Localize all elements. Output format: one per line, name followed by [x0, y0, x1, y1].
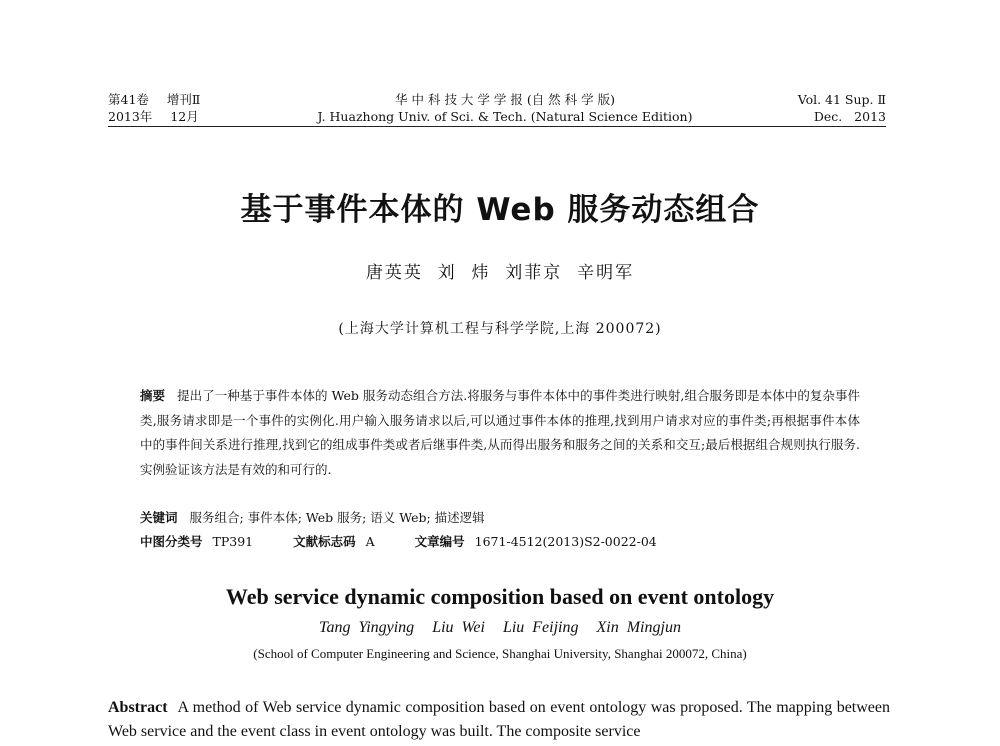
header-date-en: Dec. 2013	[813, 109, 886, 124]
clc-value: TP391	[212, 534, 254, 549]
page-title-en: Web service dynamic composition based on event ontology	[225, 584, 775, 609]
header-rule	[108, 126, 886, 127]
abstract-text-en: A method of Web service dynamic composition based on event ontology was proposed. The mapping between Web service and the event class in event ontology was built. The composite service	[108, 699, 890, 740]
abstract-en	[108, 696, 890, 744]
classification-row	[140, 530, 693, 554]
author-en: Liu Wei	[432, 619, 485, 636]
keywords-label-cn: 关键词	[140, 510, 178, 525]
abstract-cn	[140, 384, 860, 482]
abstract-label-cn: 摘要	[140, 388, 166, 403]
article-number-label: 文章编号	[414, 534, 465, 549]
article-number	[415, 534, 657, 549]
header-month-cn: 12月	[170, 109, 199, 124]
header-issue-block	[798, 91, 886, 125]
authors-cn: 唐英英 刘 炜 刘菲京 辛明军	[365, 263, 635, 283]
affiliation-cn: (上海大学计算机工程与科学学院,上海 200072)	[338, 321, 662, 337]
abstract-text-cn: 提出了一种基于事件本体的 Web 服务动态组合方法.将服务与事件本体中的事件类进行映射,组合服务即是本体中的复杂事件类,服务请求即是一个事件的实例化.用户输入服务请求以后,可以通过事件本体的推理,找到用户请求对应的事件类;再根据事件本体中的事件间关系进行推理,找到它的组成事件类或者后继事件类,从而得出服务和服务之间的关系和交互;最后根据组合规则执行服务.实例验证该方法是有效的和可行的.	[140, 388, 860, 477]
article-number-value: 1671-4512(2013)S2-0022-04	[474, 534, 657, 549]
clc-number	[140, 534, 253, 549]
author-en: Liu Feijing	[502, 619, 579, 636]
abstract-label-en: Abstract	[108, 699, 168, 716]
author-en: Tang Yingying	[319, 619, 415, 636]
header-volume-block	[108, 91, 200, 125]
header-supplement-cn: 增刊Ⅱ	[166, 92, 201, 107]
keywords-cn	[140, 506, 485, 530]
page-title-cn: 基于事件本体的 Web 服务动态组合	[240, 192, 760, 228]
document-code-value: A	[365, 534, 375, 549]
affiliation-en: (School of Computer Engineering and Science, Shanghai University, Shanghai 200072, China)	[253, 646, 747, 661]
header-year-cn: 2013年	[108, 109, 153, 124]
journal-name-en: J. Huazhong Univ. of Sci. & Tech. (Natural Science Edition)	[317, 109, 693, 124]
author-en: Xin Mingjun	[596, 619, 681, 636]
clc-label: 中图分类号	[140, 534, 203, 549]
keywords-text-cn: 服务组合; 事件本体; Web 服务; 语义 Web; 描述逻辑	[189, 510, 485, 525]
authors-en	[0, 619, 1000, 637]
journal-name-cn: 华 中 科 技 大 学 学 报 (自 然 科 学 版)	[395, 92, 615, 107]
document-code	[293, 534, 375, 549]
header-volume-en: Vol. 41 Sup. Ⅱ	[797, 92, 886, 107]
document-code-label: 文献标志码	[293, 534, 356, 549]
header-volume-cn: 第41卷	[108, 92, 149, 107]
header-journal-block	[290, 91, 720, 125]
